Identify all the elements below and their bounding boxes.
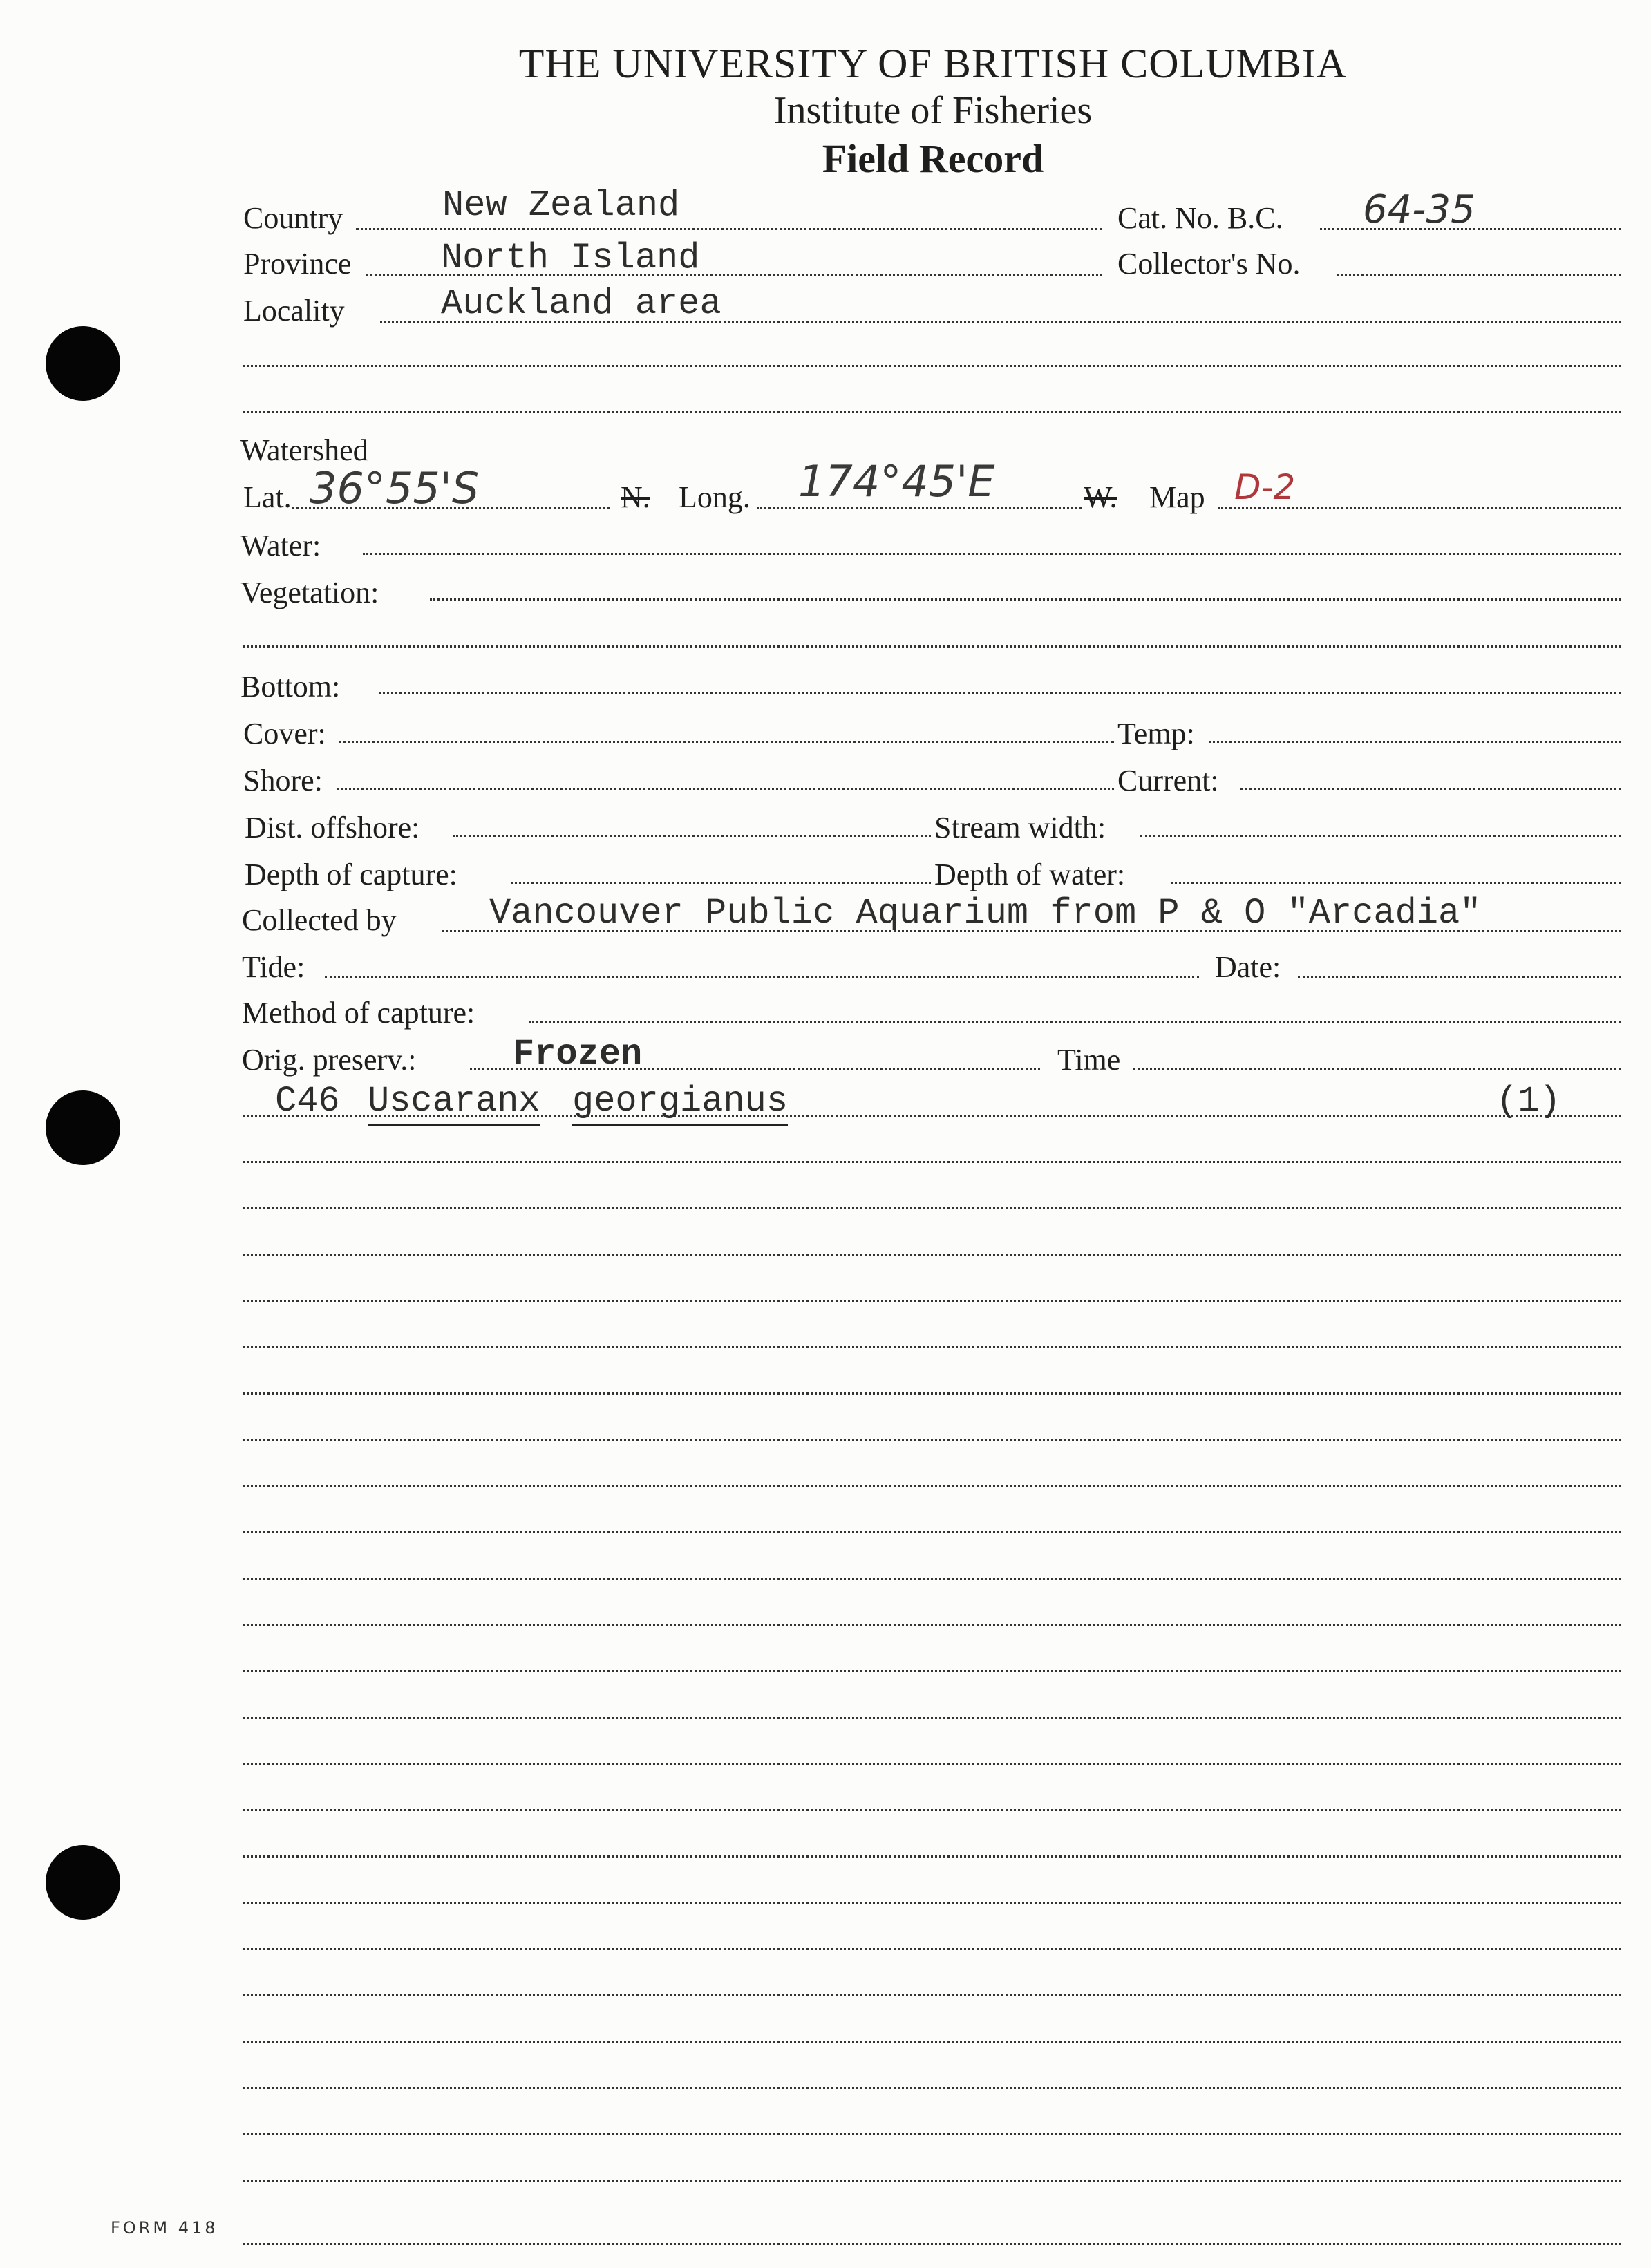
vegetation-label: Vegetation: [240, 576, 379, 609]
locality-label: Locality [243, 294, 345, 328]
blank-line [243, 1624, 1621, 1626]
specimen-code: C46 [275, 1081, 340, 1122]
blank-line [243, 1994, 1621, 1996]
specimen-count: (1) [1496, 1081, 1561, 1122]
blank-line [243, 2133, 1621, 2135]
depth-capture-label: Depth of capture: [245, 858, 457, 891]
tide-line [325, 976, 1199, 978]
collectors-no-line [1337, 274, 1621, 276]
blank-line [243, 1809, 1621, 1811]
blank-line [243, 645, 1621, 648]
shore-line [337, 788, 1114, 790]
bottom-label: Bottom: [240, 670, 341, 703]
blank-line [243, 1300, 1621, 1302]
collected-by-label: Collected by [242, 903, 397, 937]
punch-hole [46, 1090, 120, 1165]
dist-offshore-line [453, 835, 931, 837]
blank-line [243, 1531, 1621, 1533]
form-number: FORM 418 [111, 2218, 218, 2238]
blank-line [243, 365, 1621, 367]
blank-line [243, 1346, 1621, 1348]
current-label: Current: [1117, 764, 1219, 797]
institution-title: THE UNIVERSITY OF BRITISH COLUMBIA [518, 41, 1348, 86]
depth-water-line [1171, 882, 1621, 884]
n-label: N. [621, 480, 650, 514]
blank-line [243, 1902, 1621, 1904]
blank-line [243, 1717, 1621, 1719]
water-line [363, 553, 1621, 555]
cover-label: Cover: [243, 717, 326, 750]
blank-line [243, 1485, 1621, 1487]
locality-value: Auckland area [441, 283, 721, 324]
blank-line [243, 1161, 1621, 1163]
map-value: D-2 [1234, 467, 1296, 507]
blank-line [243, 2087, 1621, 2089]
collected-by-value: Vancouver Public Aquarium from P & O "Arcadia" [489, 893, 1482, 934]
collectors-no-label: Collector's No. [1117, 247, 1301, 281]
current-line [1240, 788, 1621, 790]
cat-no-value: 64-35 [1363, 187, 1475, 232]
dist-offshore-label: Dist. offshore: [245, 811, 420, 844]
blank-line [243, 2243, 1621, 2245]
water-label: Water: [240, 529, 321, 563]
blank-line [243, 2041, 1621, 2043]
blank-line [243, 1855, 1621, 1858]
blank-line [243, 1439, 1621, 1441]
blank-line [243, 1670, 1621, 1672]
orig-preserv-value: Frozen [513, 1034, 643, 1075]
long-value: 174°45'E [798, 456, 995, 507]
method-line [529, 1021, 1621, 1023]
bottom-line [379, 692, 1621, 694]
shore-label: Shore: [243, 764, 323, 797]
country-label: Country [243, 201, 343, 235]
date-line [1298, 976, 1621, 978]
time-label: Time [1057, 1043, 1121, 1077]
province-label: Province [243, 247, 352, 281]
long-line [757, 507, 1082, 509]
department-title: Institute of Fisheries [773, 89, 1093, 132]
blank-line [243, 1763, 1621, 1765]
punch-hole [46, 1845, 120, 1920]
method-label: Method of capture: [242, 996, 475, 1030]
temp-label: Temp: [1117, 717, 1195, 750]
depth-capture-line [511, 882, 931, 884]
cat-no-label: Cat. No. B.C. [1117, 201, 1283, 235]
punch-hole [46, 326, 120, 401]
lat-value: 36°55'S [310, 463, 480, 513]
specimen-species: georgianus [572, 1084, 788, 1126]
blank-line [243, 411, 1621, 413]
time-line [1133, 1068, 1621, 1070]
blank-line [243, 1578, 1621, 1580]
temp-line [1209, 741, 1621, 743]
watershed-label: Watershed [240, 433, 368, 467]
specimen-genus: Uscaranx [368, 1084, 540, 1126]
country-value: New Zealand [442, 185, 680, 226]
tide-label: Tide: [242, 950, 305, 984]
w-label: W. [1084, 480, 1117, 514]
blank-line [243, 1392, 1621, 1395]
orig-preserv-label: Orig. preserv.: [242, 1043, 417, 1077]
lat-label: Lat. [243, 480, 292, 514]
vegetation-line [430, 598, 1621, 601]
blank-line [243, 2180, 1621, 2182]
stream-width-label: Stream width: [934, 811, 1106, 844]
map-label: Map [1149, 480, 1205, 514]
cover-line [339, 741, 1114, 743]
blank-line [243, 1948, 1621, 1950]
map-line [1218, 507, 1621, 509]
country-line [356, 228, 1102, 230]
stream-width-line [1140, 835, 1621, 837]
province-value: North Island [441, 238, 700, 278]
date-label: Date: [1215, 950, 1281, 984]
form-title: Field Record [822, 136, 1044, 181]
depth-water-label: Depth of water: [934, 858, 1126, 891]
blank-line [243, 1207, 1621, 1209]
long-label: Long. [679, 480, 751, 514]
blank-line [243, 1254, 1621, 1256]
